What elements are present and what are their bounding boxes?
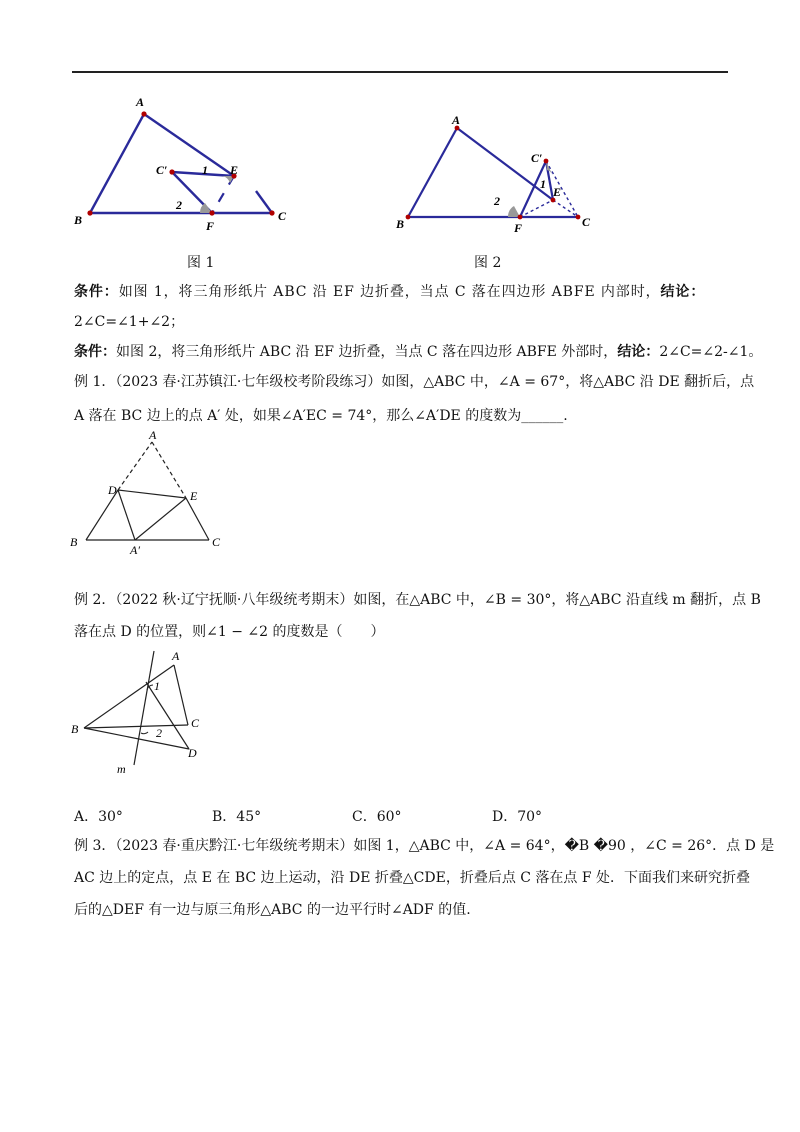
ex2-angle-2: 2 — [156, 726, 162, 740]
fig2-label-cprime: C′ — [531, 151, 543, 165]
fig2-label-a: A — [452, 113, 461, 127]
condition-1 — [74, 282, 705, 302]
fig1-label-b: B — [74, 213, 83, 227]
example-2-line-1: 例 2．（2022 秋·辽宁抚顺·八年级统考期末）如图，在△ABC 中，∠B = 30°，将△ABC 沿直线 m 翻折，点 B — [74, 592, 761, 608]
fig2-angle-2: 2 — [494, 194, 500, 208]
fig1-label-f: F — [206, 219, 215, 233]
fig2-label-c: C — [582, 215, 591, 229]
option-b: B．45° — [212, 809, 262, 825]
option-c: C．60° — [352, 809, 402, 825]
ex1-label-aprime: A′ — [130, 543, 140, 557]
ex2-label-m: m — [117, 762, 126, 776]
ex2-label-c: C — [191, 716, 200, 730]
fig2-angle-1: 1 — [540, 177, 546, 191]
condition-2-text: 如图 2，将三角形纸片 ABC 沿 EF 边折叠，当点 C 落在四边形 ABFE 外部时， — [116, 344, 618, 360]
condition-2 — [74, 342, 762, 362]
example-1-line-2: A 落在 BC 边上的点 A′ 处，如果∠A′EC = 74°，那么∠A′DE 的度数为______. — [74, 408, 568, 424]
figure-1 — [60, 90, 300, 250]
ex2-label-b: B — [71, 722, 79, 736]
fig2-label-b: B — [396, 217, 405, 231]
ex2-angle-1: 1 — [154, 679, 160, 693]
fig1-label-e: E — [230, 163, 239, 177]
condition-2-label: 条件： — [74, 344, 116, 360]
conclusion-2-label: 结论： — [617, 344, 660, 360]
conclusion-2-formula: 2∠C=∠2-∠1。 — [659, 344, 763, 360]
ex1-label-e: E — [190, 489, 198, 503]
fig1-label-a: A — [136, 95, 145, 109]
option-a: A．30° — [74, 809, 123, 825]
example-2-figure — [66, 645, 236, 780]
fig2-label-f: F — [514, 221, 523, 235]
ex2-label-d: D — [188, 746, 197, 760]
example-2-line-2: 落在点 D 的位置，则∠1 − ∠2 的度数是（ ） — [74, 624, 385, 640]
fig2-label-e: E — [553, 185, 562, 199]
ex2-label-a: A — [172, 649, 180, 663]
header-rule — [72, 71, 728, 73]
ex1-label-a: A — [149, 428, 157, 442]
example-1-line-1: 例 1．（2023 春·江苏镇江·七年级校考阶段练习）如图，△ABC 中，∠A = 67°，将△ABC 沿 DE 翻折后，点 — [74, 374, 755, 390]
figure-2-caption: 图 2 — [474, 255, 502, 271]
example-3-line-2: AC 边上的定点，点 E 在 BC 边上运动，沿 DE 折叠△CDE，折叠后点 C 落在点 F 处．下面我们来研究折叠 — [74, 870, 751, 886]
example-1-figure — [66, 428, 236, 558]
example-3-line-3: 后的△DEF 有一边与原三角形△ABC 的一边平行时∠ADF 的值. — [74, 902, 471, 918]
fig1-angle-2: 2 — [176, 198, 182, 212]
ex1-label-d: D — [108, 483, 117, 497]
example-3-line-1: 例 3．（2023 春·重庆黔江·七年级统考期末）如图 1，△ABC 中，∠A = 64°，�B �90 ，∠C = 26°．点 D 是 — [74, 838, 775, 854]
condition-1-text: 如图 1，将三角形纸片 ABC 沿 EF 边折叠，当点 C 落在四边形 ABFE 内部时， — [118, 284, 661, 300]
ex1-label-b: B — [70, 535, 78, 549]
conclusion-1-label: 结论： — [660, 284, 706, 300]
option-d: D．70° — [492, 809, 543, 825]
fig1-label-cprime: C′ — [156, 163, 168, 177]
fig1-label-c: C — [278, 209, 287, 223]
figure-1-caption: 图 1 — [187, 255, 215, 271]
fig1-angle-1: 1 — [202, 163, 208, 177]
ex1-label-c: C — [212, 535, 221, 549]
conclusion-1-formula: 2∠C=∠1+∠2； — [74, 314, 185, 330]
figure-2 — [390, 110, 600, 235]
condition-1-label: 条件： — [74, 284, 119, 300]
